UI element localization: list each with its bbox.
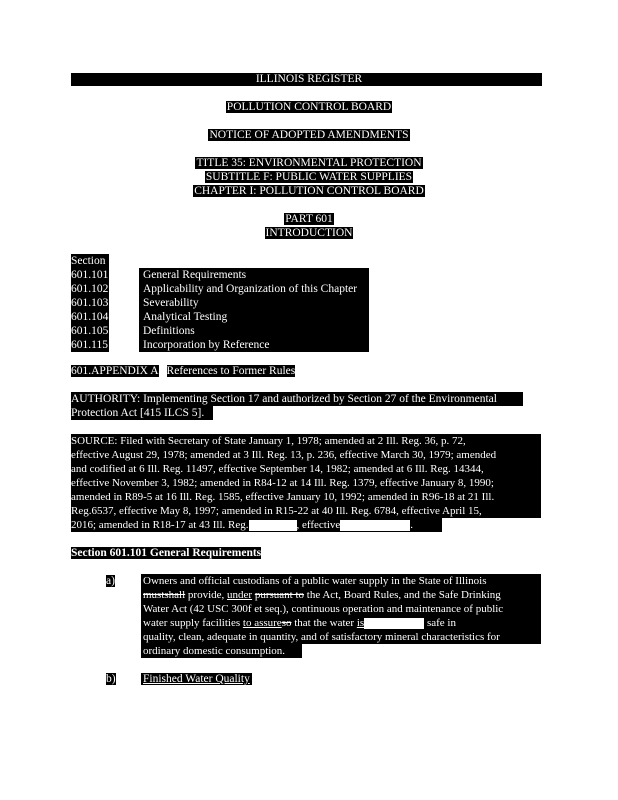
toc-num: 601.103: [71, 297, 109, 309]
subsection-a-mask: [302, 644, 542, 658]
toc-link-incorporation[interactable]: Incorporation by Reference: [143, 339, 270, 351]
section-heading: Section 601.101 General Requirements: [71, 547, 262, 559]
toc-numbers-block: [71, 268, 109, 352]
toc-titles-block: [139, 268, 369, 352]
toc-heading: Section: [71, 254, 109, 268]
toc-appendix[interactable]: [71, 364, 295, 378]
subsection-b-heading: Finished Water Quality: [143, 673, 250, 685]
toc-num: 601.104: [71, 311, 109, 323]
part-number: PART 601: [285, 213, 333, 225]
notice-title: NOTICE OF ADOPTED AMENDMENTS: [209, 129, 409, 141]
appendix-title: References to Former Rules: [166, 365, 296, 377]
appendix-number: 601.APPENDIX A: [71, 365, 159, 377]
subtitle-line: SUBTITLE F: PUBLIC WATER SUPPLIES: [205, 171, 413, 183]
toc-num: 601.101: [71, 269, 109, 281]
toc-num: 601.105: [71, 325, 109, 337]
agency-name: POLLUTION CONTROL BOARD: [226, 101, 392, 113]
source-paragraph: SOURCE: Filed with Secretary of State January 1, 1978; amended at 2 Ill. Reg. 36, p. 72, effective August 29, 1978; amended at 3 Ill. Reg. 13, p. 236, effective March 30, 1979; amended and codified at 6 Ill. Reg. 11497, effective September 14, 1982; amended at 6 Ill. Reg. 14344, effective November 3, 1982; amended in R84-12 at 14 Ill. Reg. 1379, effective January 8, 1990; amended in R89-5 at 16 Ill. Reg. 1585, effective January 10, 1992; amended in R96-18 at 21 Ill. Reg.6537, effective May 8, 1997; amended in R15-22 at 40 Ill. Reg. 6784, effective April 15, 2016; amended in R18-17 at 43 Ill. Reg. , effective .: [71, 434, 541, 532]
subsection-b-label: b): [106, 673, 116, 685]
subsection-a-text: Owners and official custodians of a public water supply in the State of Illinois mustshall provide, under pursuant to the Act, Board Rules, and the Safe Drinking Water Act (42 USC 300f et seq.), continuous operation and maintenance of public water supply facilities to assureso that the water is safe in quality, clean, adequate in quantity, and of satisfactory mineral characteristics for ordinary domestic consumption.: [141, 574, 541, 658]
toc-link-applicability[interactable]: Applicability and Organization of this Chapter: [143, 283, 358, 295]
chapter-line: CHAPTER I: POLLUTION CONTROL BOARD: [194, 185, 424, 197]
toc-num: 601.115: [71, 339, 108, 351]
title-line: TITLE 35: ENVIRONMENTAL PROTECTION: [196, 157, 422, 169]
toc-num: 601.102: [71, 283, 109, 295]
toc-link-general-requirements[interactable]: General Requirements: [143, 269, 247, 281]
subsection-a-label: a): [106, 575, 115, 587]
part-name: INTRODUCTION: [265, 227, 353, 239]
register-title: ILLINOIS REGISTER: [255, 73, 363, 85]
authority-mask: [213, 406, 523, 420]
source-mask: [442, 518, 542, 532]
toc-link-definitions[interactable]: Definitions: [143, 325, 195, 337]
toc-link-severability[interactable]: Severability: [143, 297, 199, 309]
toc-link-analytical-testing[interactable]: Analytical Testing: [143, 311, 228, 323]
authority-paragraph: AUTHORITY: Implementing Section 17 and authorized by Section 27 of the Environmental Protection Act [415 ILCS 5].: [71, 392, 523, 420]
